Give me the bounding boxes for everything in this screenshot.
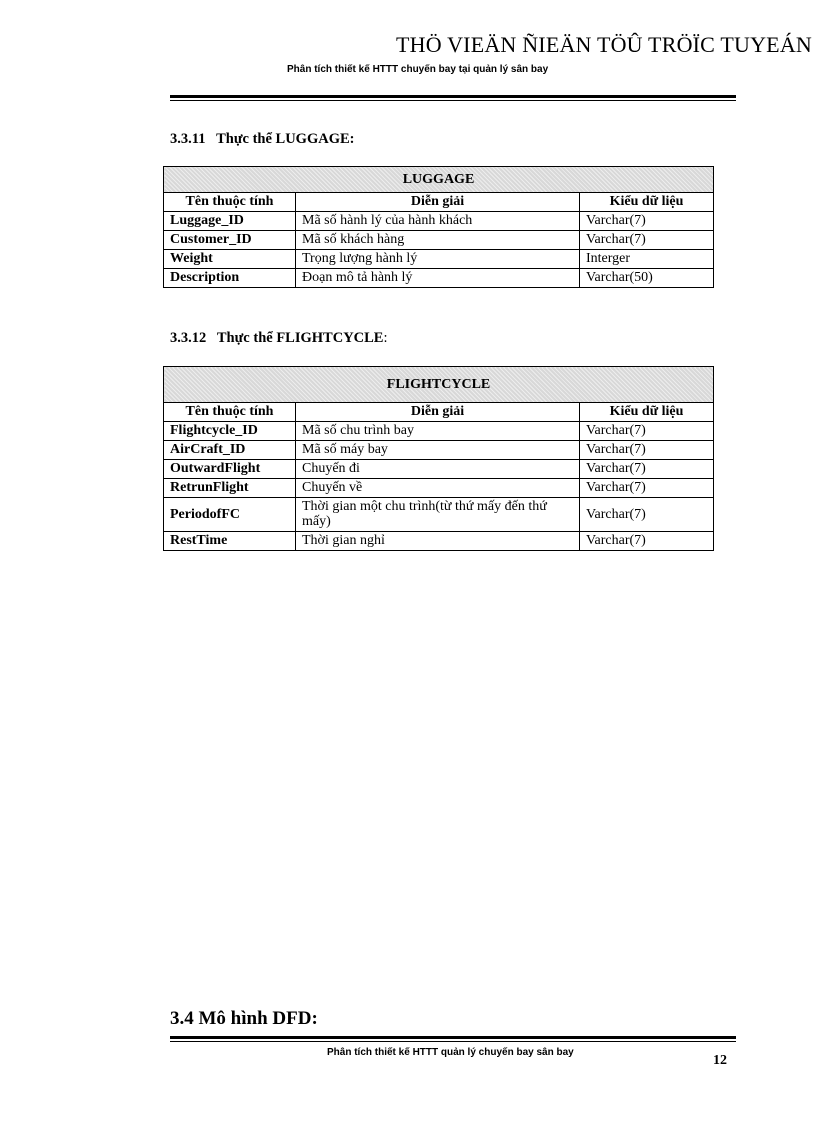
attribute-type: Varchar(7) xyxy=(580,212,714,231)
attribute-type: Varchar(7) xyxy=(580,498,714,532)
table-row xyxy=(164,250,714,269)
table-header-row xyxy=(164,193,714,212)
footer-subtitle: Phân tích thiết kế HTTT quản lý chuyến bay sân bay xyxy=(327,1047,574,1058)
table-row xyxy=(164,498,714,532)
attribute-type: Varchar(7) xyxy=(580,460,714,479)
attribute-description: Trọng lượng hành lý xyxy=(296,250,580,269)
table-row xyxy=(164,479,714,498)
table-row xyxy=(164,212,714,231)
section-label-colon: : xyxy=(383,330,388,346)
column-header: Diễn giải xyxy=(296,193,580,212)
library-watermark: THÖ VIEÄN ÑIEÄN TÖÛ TRÖÏC TUYEÁN xyxy=(395,32,812,57)
attribute-description: Mã số khách hàng xyxy=(296,231,580,250)
table-row xyxy=(164,422,714,441)
column-header: Diễn giải xyxy=(296,403,580,422)
attribute-name: Description xyxy=(164,269,296,288)
attribute-name: Flightcycle_ID xyxy=(164,422,296,441)
table-row xyxy=(164,460,714,479)
attribute-description: Mã số hành lý của hành khách xyxy=(296,212,580,231)
footer-rule-thin xyxy=(170,1041,736,1042)
column-header: Kiểu dữ liệu xyxy=(580,403,714,422)
attribute-type: Varchar(7) xyxy=(580,532,714,551)
section-number: 3.3.12 xyxy=(170,330,207,346)
table-row xyxy=(164,441,714,460)
attribute-description: Chuyến về xyxy=(296,479,580,498)
section-label: Thực thể FLIGHTCYCLE xyxy=(216,330,384,346)
column-header: Kiểu dữ liệu xyxy=(580,193,714,212)
attribute-type: Varchar(7) xyxy=(580,441,714,460)
section-heading-luggage xyxy=(170,131,354,148)
table-row xyxy=(164,231,714,250)
table-row xyxy=(164,532,714,551)
section-label: Thực thể LUGGAGE: xyxy=(216,131,355,147)
section-title-dfd: 3.4 Mô hình DFD: xyxy=(170,1008,318,1029)
footer-rule-thick xyxy=(170,1036,736,1039)
section-number: 3.3.11 xyxy=(170,131,206,147)
attribute-description: Mã số chu trình bay xyxy=(296,422,580,441)
attribute-type: Interger xyxy=(580,250,714,269)
attribute-name: Customer_ID xyxy=(164,231,296,250)
column-header: Tên thuộc tính xyxy=(164,193,296,212)
attribute-description: Đoạn mô tả hành lý xyxy=(296,269,580,288)
column-header: Tên thuộc tính xyxy=(164,403,296,422)
attribute-name: PeriodofFC xyxy=(164,498,296,532)
attribute-name: RestTime xyxy=(164,532,296,551)
table-title: FLIGHTCYCLE xyxy=(164,367,714,403)
attribute-description: Chuyến đi xyxy=(296,460,580,479)
header-rule-thin xyxy=(170,100,736,101)
attribute-name: Weight xyxy=(164,250,296,269)
table-row xyxy=(164,269,714,288)
luggage-table xyxy=(163,166,714,288)
attribute-description: Mã số máy bay xyxy=(296,441,580,460)
section-heading-flightcycle xyxy=(170,330,388,347)
attribute-type: Varchar(7) xyxy=(580,422,714,441)
attribute-type: Varchar(7) xyxy=(580,231,714,250)
attribute-description: Thời gian một chu trình(từ thứ mấy đến thứ mấy) xyxy=(296,498,580,532)
attribute-type: Varchar(50) xyxy=(580,269,714,288)
table-header-row xyxy=(164,403,714,422)
table-title: LUGGAGE xyxy=(164,167,714,193)
header-subtitle: Phân tích thiết kế HTTT chuyến bay tại quản lý sân bay xyxy=(287,64,549,75)
attribute-type: Varchar(7) xyxy=(580,479,714,498)
attribute-name: Luggage_ID xyxy=(164,212,296,231)
flightcycle-table xyxy=(163,366,714,551)
attribute-name: RetrunFlight xyxy=(164,479,296,498)
attribute-name: AirCraft_ID xyxy=(164,441,296,460)
attribute-description: Thời gian nghỉ xyxy=(296,532,580,551)
attribute-name: OutwardFlight xyxy=(164,460,296,479)
page-number: 12 xyxy=(713,1053,727,1068)
header-rule-thick xyxy=(170,95,736,98)
